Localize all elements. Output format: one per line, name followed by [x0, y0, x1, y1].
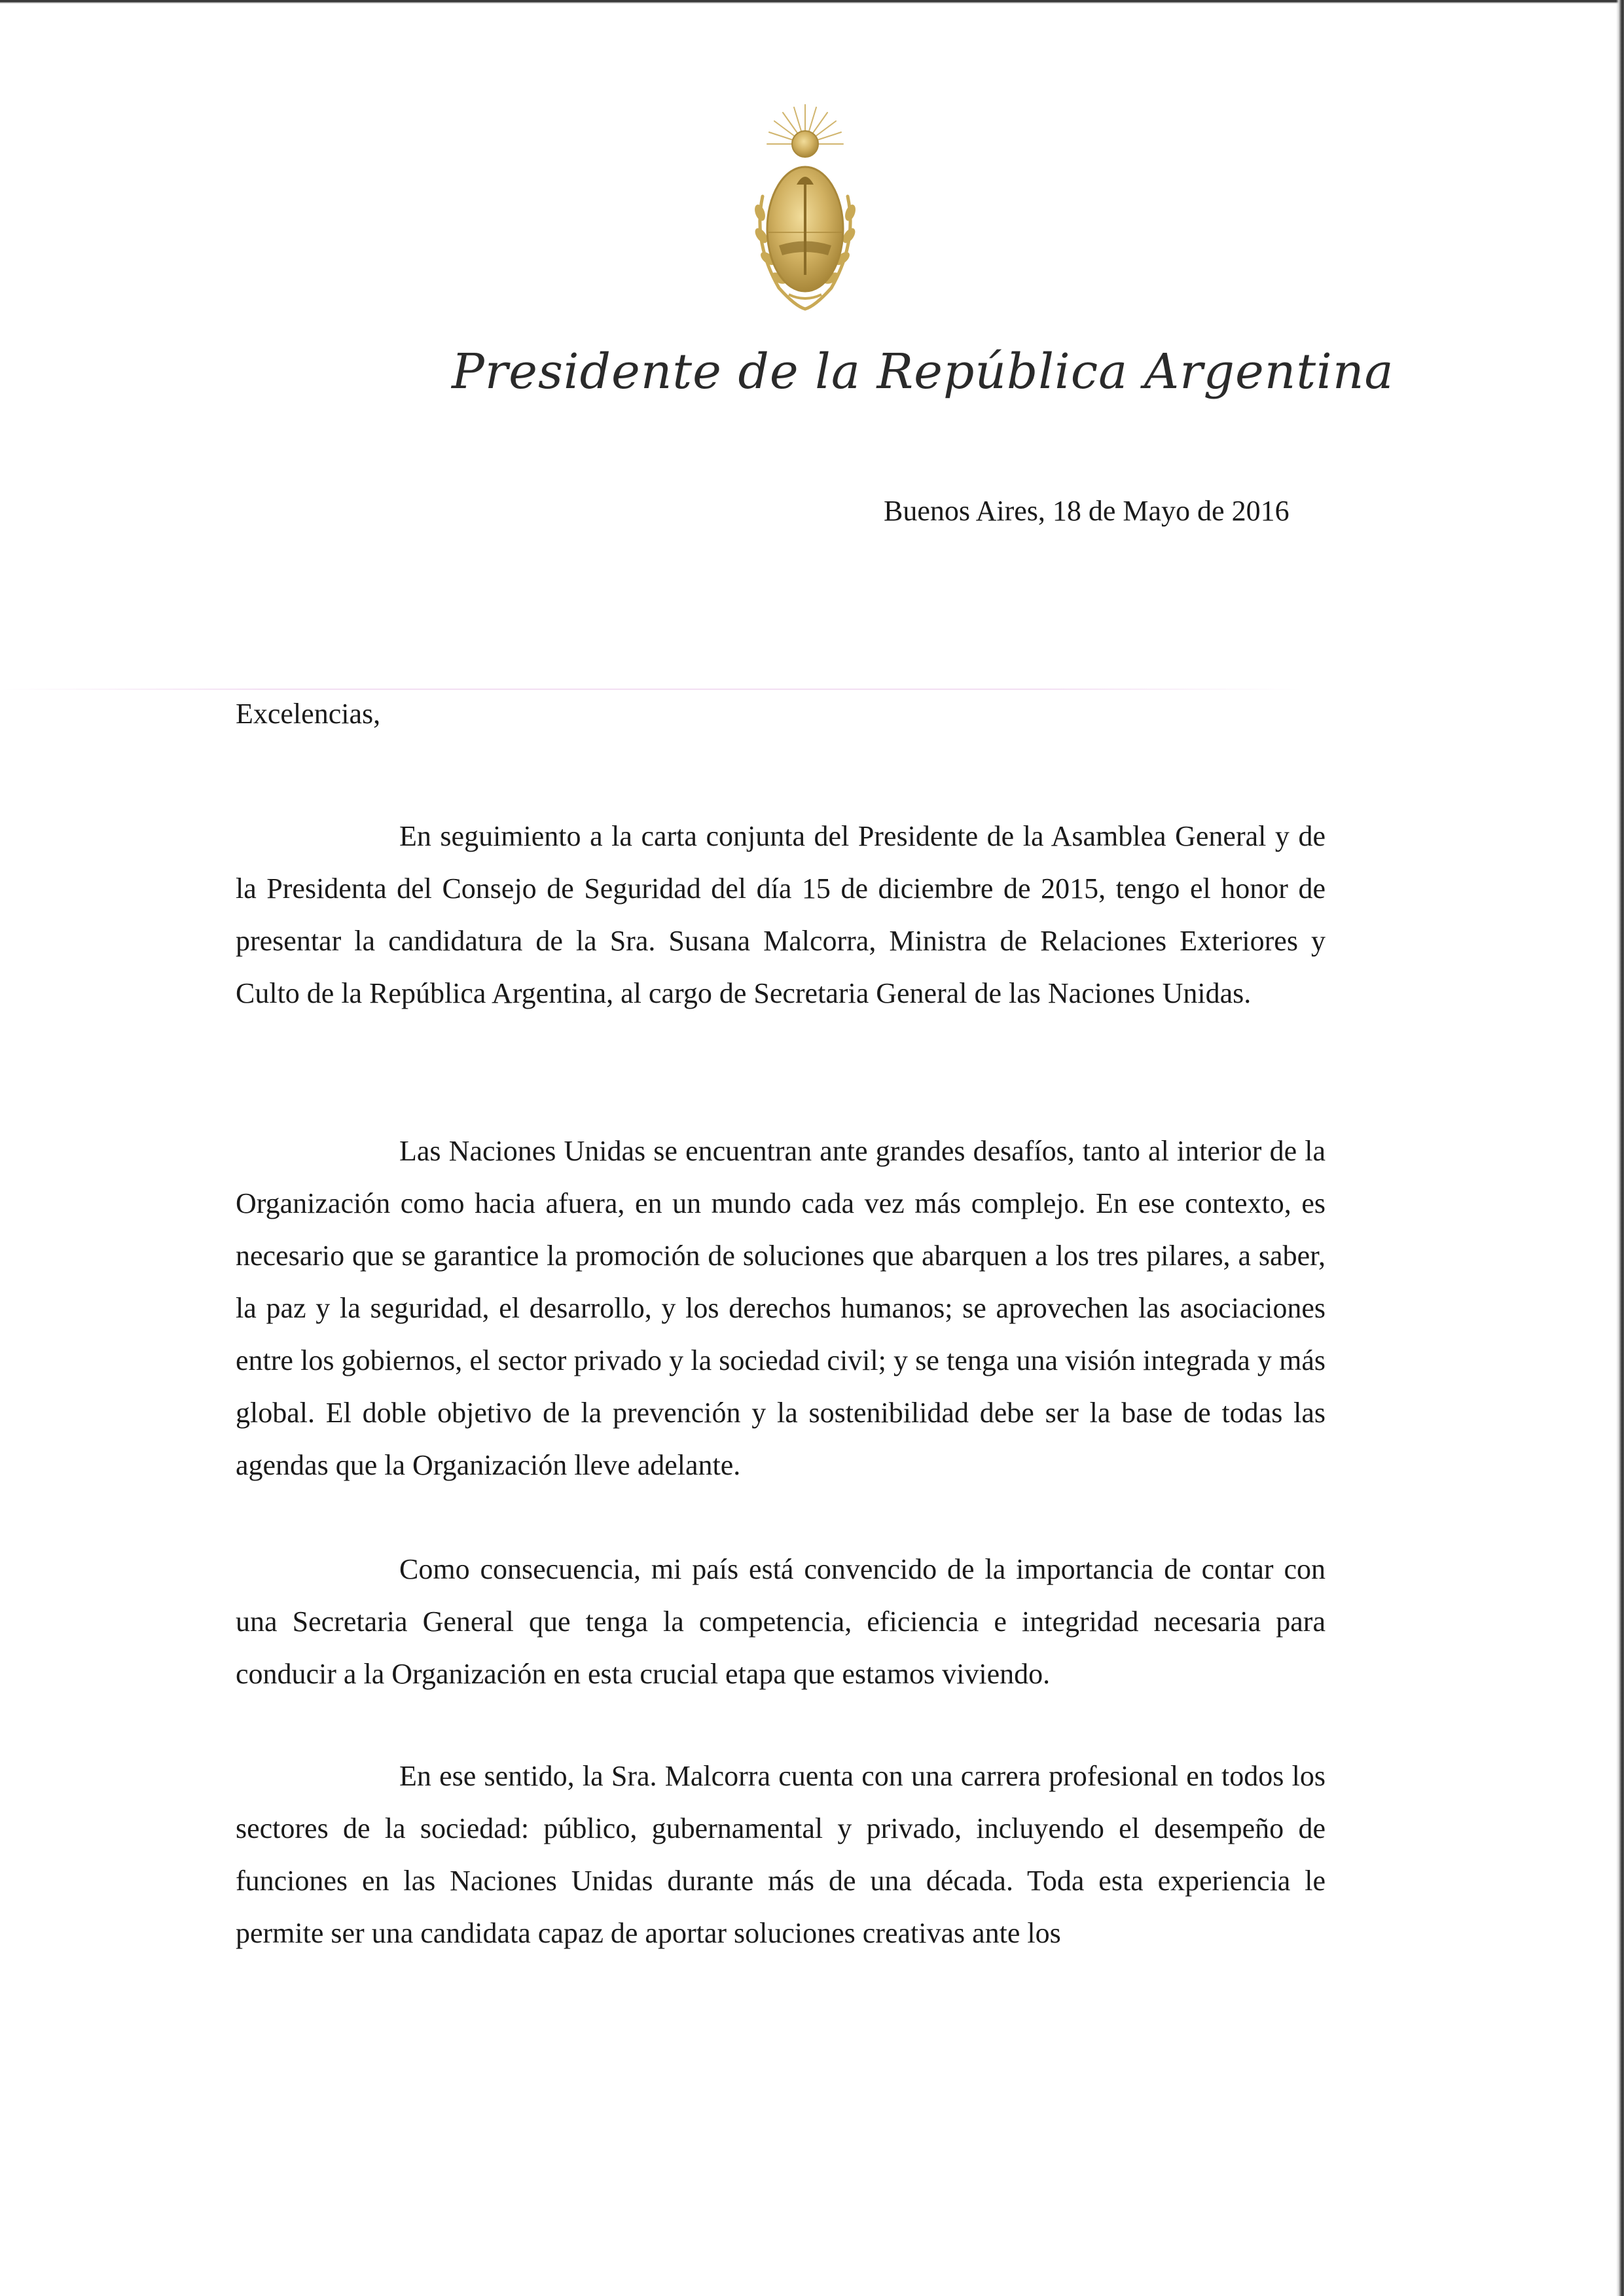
faint-scan-line — [0, 689, 1303, 690]
scan-top-edge — [0, 0, 1624, 4]
letterhead-title: Presidente de la República Argentina — [452, 344, 1394, 400]
paragraph-challenges: Las Naciones Unidas se encuentran ante grandes desafíos, tanto al interior de la Organización como hacia afuera, en un mundo cada vez más complejo. En ese contexto, es necesario que se garantice la promoción de soluciones que abarquen a los tres pilares, a saber, la paz y la seguridad, el desarrollo, y los derechos humanos; se aprovechen las asociaciones entre los gobiernos, el sector privado y la sociedad civil; y se tenga una visión integrada y más global. El doble objetivo de la prevención y la sostenibilidad debe ser la base de todas las agendas que la Organización lleve adelante. — [236, 1135, 1326, 1481]
paragraph-conviction: Como consecuencia, mi país está convencido de la importancia de contar con una Secretaria General que tenga la competencia, eficiencia e integridad necesaria para conducir a la Organización en esta crucial etapa que estamos viviendo. — [236, 1553, 1326, 1690]
paragraph-candidacy: En seguimiento a la carta conjunta del Presidente de la Asamblea General y de la Presidenta del Consejo de Seguridad del día 15 de diciembre de 2015, tengo el honor de presentar la candidatura de la Sra. Susana Malcorra, Ministra de Relaciones Exteriores y Culto de la República Argentina, al cargo de Secretaria General de las Naciones Unidas. — [236, 820, 1326, 1009]
paragraph-career: En ese sentido, la Sra. Malcorra cuenta con una carrera profesional en todos los sectores de la sociedad: público, gubernamental y privado, incluyendo el desempeño de funciones en las Naciones Unidas durante más de una década. Toda esta experiencia le permite ser una candidata capaz de aportar soluciones creativas ante los — [236, 1760, 1326, 1949]
place-and-date: Buenos Aires, 18 de Mayo de 2016 — [884, 495, 1290, 527]
scan-right-edge — [1616, 0, 1624, 2296]
coat-of-arms-seal-icon — [717, 98, 893, 321]
salutation: Excelencias, — [236, 698, 381, 730]
